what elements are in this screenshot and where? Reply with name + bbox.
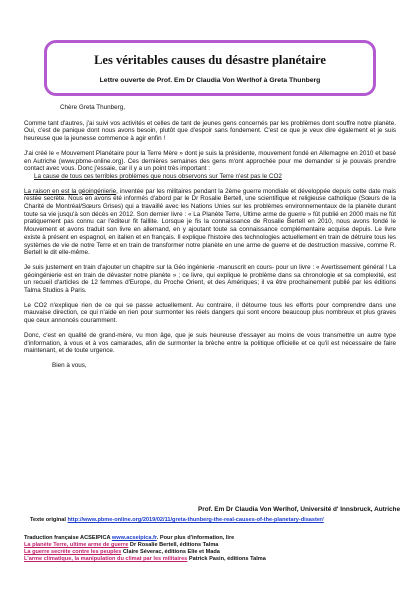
- reference-author: Dr Rosalie Bertell, éditions Talma: [129, 542, 219, 548]
- reference-title[interactable]: La planète Terre, ultime arme de guerre: [24, 542, 129, 548]
- paragraph-2-text: J'ai créé le « Mouvement Planétaire pour la Terre Mère » dont je suis la présidente, mouvement fondé en Allemagne en 2010 et basé en Autriche (www.pbme-online.org). Ces dernières semaines des gens m'ont approchée pour me demander si je pouvais prendre contact avec vous. Donc j'essaie, car il y a un point très important :: [24, 149, 396, 173]
- reference-title[interactable]: L'arme climatique, la manipulation du climat par les militaires: [24, 556, 188, 562]
- title-box: [44, 40, 376, 96]
- translation-label: Traduction française ACSEIPICA: [24, 535, 111, 541]
- paragraph-5: Le CO2 n'explique rien de ce qui se passe actuellement. Au contraire, il détourne tous les efforts pour comprendre dans une mauvaise direction, ce qui n'aide en rien pour surmonter les réels dangers qui sont encore beaucoup plus nombreux et plus graves que ceux annoncés couramment.: [24, 301, 396, 325]
- source-link[interactable]: http://www.pbme-online.org/2019/02/11/greta-thunberg-the-real-causes-of-the-planetary-disaster/: [67, 517, 324, 523]
- signature: Prof. Em Dr Claudia Von Werlhof, Université d' Innsbruck, Autriche: [197, 506, 400, 513]
- translation-link[interactable]: www.acseipica.fr: [111, 535, 157, 541]
- paragraph-1: Comme tant d'autres, j'ai suivi vos activités et celles de tant de jeunes gens concernés par les problèmes dont souffre notre planète. Oui, c'est de panique dont nous avons besoin, plutôt que d'espoir sans fondement. C'est ce que je veux dire également et je suis heureuse que la jeunesse commence à agir enfin !: [24, 119, 396, 143]
- translation-line: [24, 535, 404, 542]
- paragraph-3-text: , inventée par les militaires pendant la 2ème guerre mondiale et développée depuis cette date mais restée secrète. Nous en avons été informés d'abord par le Dr Rosalie Bertell, une scientifique et religieuse catholique (Sœurs de la Charité de Montréal/Sœurs Grises) qui a travaillé avec les Nations Unies sur les problèmes environnementaux de la planète durant toute sa vie jusqu'à son décès en 2012. Son dernier livre : « La Planète Terre, Ultime arme de guerre » fût publié en 2000 mais ne fût pratiquement pas connu car l'éditeur fit faillite. Lorsque je fis la connaissance de Rosalie Bertell en 2010, nous avons fondé le Mouvement et avons traduit son livre en allemand, en y ajoutant toute sa connaissance complémentaire acquise depuis. Le livre existe à présent en espagnol, en italien et en français. Il explique l'histoire des technologies actuellement en train de détruire tous les systèmes de vie de notre Terre et en train de transformer notre planète en une arme de guerre et de destruction massive, comme R. Bertell le dit elle-même.: [24, 187, 397, 257]
- key-statement: La cause de tous ces terribles problèmes que nous observons sur Terre n'est pas le CO2: [34, 172, 282, 180]
- paragraph-3-lead: La raison en est la géoingénierie: [24, 187, 117, 195]
- closing: Bien à vous,: [52, 361, 87, 369]
- letter-body: [24, 104, 396, 377]
- reference-author: Patrick Pasin, éditions Talma: [188, 556, 266, 562]
- source-label: Texte original: [30, 517, 66, 523]
- reference-author: Claire Séverac, éditions Elie et Mada: [122, 549, 220, 555]
- references: [24, 535, 404, 563]
- translation-suffix: . Pour plus d'information, lire: [156, 535, 235, 541]
- paragraph-2: [24, 150, 396, 181]
- paragraph-6: Donc, c'est en qualité de grand-mère, vu mon âge, que je suis heureuse d'essayer au moins de vous transmettre un autre type d'information, à vous et à vos camarades, afin de surmonter la brèche entre la politique officielle et ce qu'il est nécessaire de faire maintenant, et de toute urgence.: [24, 331, 396, 355]
- document-title: Les véritables causes du désastre planétaire: [94, 53, 326, 67]
- reference-item: [24, 556, 404, 563]
- reference-title[interactable]: La guerre secrète contre les peuples: [24, 549, 122, 555]
- greeting: Chère Greta Thunberg,: [60, 104, 125, 111]
- reference-item: [24, 542, 404, 549]
- reference-item: [24, 549, 404, 556]
- paragraph-4: Je suis justement en train d'ajouter un chapitre sur la Géo ingénierie -manuscrit en cours- pour un livre : « Avertissement général ! La géoingénierie est en train de dévaster notre planète » ; ce livre, qui explique le problème dans sa chronologie et sa complexité, est un recueil d'articles de 12 femmes d'Europe, du Proche Orient, et des Amériques; il va être prochainement publié par les éditions Talma Studios à Paris.: [24, 263, 396, 295]
- document-subtitle: Lettre ouverte de Prof. Em Dr Claudia Von Werlhof à Greta Thunberg: [99, 77, 321, 84]
- paragraph-3: [24, 188, 396, 257]
- source-line: [30, 517, 400, 523]
